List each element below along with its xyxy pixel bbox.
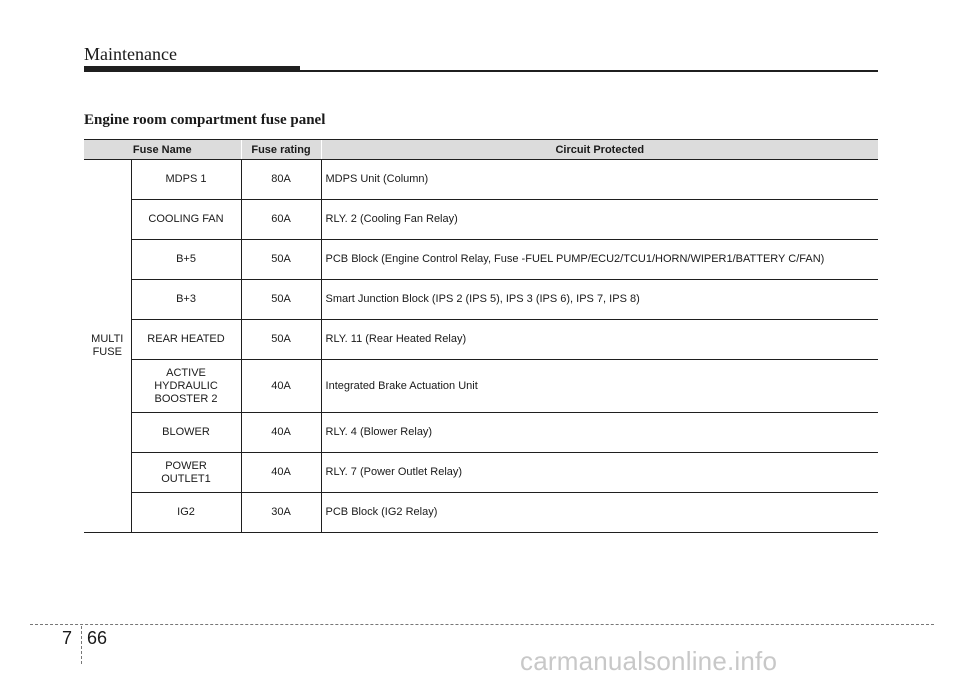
header-fuse-rating: Fuse rating (241, 140, 321, 160)
table-row (84, 493, 878, 533)
fuse-name-cell: IG2 (131, 493, 241, 533)
fuse-rating-cell: 40A (241, 413, 321, 453)
fuse-name-cell: BLOWER (131, 413, 241, 453)
circuit-protected-cell: RLY. 7 (Power Outlet Relay) (321, 453, 878, 493)
fuse-name-cell: POWER OUTLET1 (131, 453, 241, 493)
circuit-protected-cell: Integrated Brake Actuation Unit (321, 360, 878, 413)
table-row (84, 413, 878, 453)
fuse-name-cell: MDPS 1 (131, 160, 241, 200)
table-row (84, 453, 878, 493)
watermark: carmanualsonline.info (520, 646, 778, 676)
circuit-protected-cell: PCB Block (IG2 Relay) (321, 493, 878, 533)
fuse-rating-cell: 30A (241, 493, 321, 533)
circuit-protected-cell: RLY. 11 (Rear Heated Relay) (321, 320, 878, 360)
table-row (84, 200, 878, 240)
fuse-rating-cell: 50A (241, 240, 321, 280)
fuse-name-cell: B+5 (131, 240, 241, 280)
footer-divider (30, 624, 934, 625)
page-number: 66 (87, 628, 108, 648)
fuse-group-label: MULTI FUSE (84, 160, 131, 533)
fuse-rating-cell: 40A (241, 453, 321, 493)
table-row (84, 240, 878, 280)
fuse-table-header-row (84, 140, 878, 160)
header-fuse-name: Fuse Name (84, 140, 241, 160)
fuse-name-cell: COOLING FAN (131, 200, 241, 240)
fuse-rating-cell: 60A (241, 200, 321, 240)
fuse-name-cell: ACTIVE HYDRAULIC BOOSTER 2 (131, 360, 241, 413)
table-row (84, 360, 878, 413)
header-rule (300, 70, 878, 72)
table-row (84, 320, 878, 360)
footer-vertical-divider (81, 626, 82, 664)
fuse-table (84, 139, 878, 533)
fuse-rating-cell: 40A (241, 360, 321, 413)
fuse-rating-cell: 50A (241, 280, 321, 320)
header-bar (84, 66, 300, 72)
header-circuit-protected: Circuit Protected (321, 140, 878, 160)
circuit-protected-cell: RLY. 2 (Cooling Fan Relay) (321, 200, 878, 240)
table-row (84, 280, 878, 320)
circuit-protected-cell: PCB Block (Engine Control Relay, Fuse -FUEL PUMP/ECU2/TCU1/HORN/WIPER1/BATTERY C/FAN) (321, 240, 878, 280)
circuit-protected-cell: MDPS Unit (Column) (321, 160, 878, 200)
section-title: Engine room compartment fuse panel (84, 112, 326, 128)
circuit-protected-cell: Smart Junction Block (IPS 2 (IPS 5), IPS 3 (IPS 6), IPS 7, IPS 8) (321, 280, 878, 320)
fuse-rating-cell: 80A (241, 160, 321, 200)
table-row (84, 160, 878, 200)
chapter-number: 7 (62, 628, 73, 648)
circuit-protected-cell: RLY. 4 (Blower Relay) (321, 413, 878, 453)
fuse-rating-cell: 50A (241, 320, 321, 360)
fuse-name-cell: REAR HEATED (131, 320, 241, 360)
fuse-name-cell: B+3 (131, 280, 241, 320)
fuse-table-body (84, 160, 878, 533)
page-header-title: Maintenance (84, 44, 177, 64)
